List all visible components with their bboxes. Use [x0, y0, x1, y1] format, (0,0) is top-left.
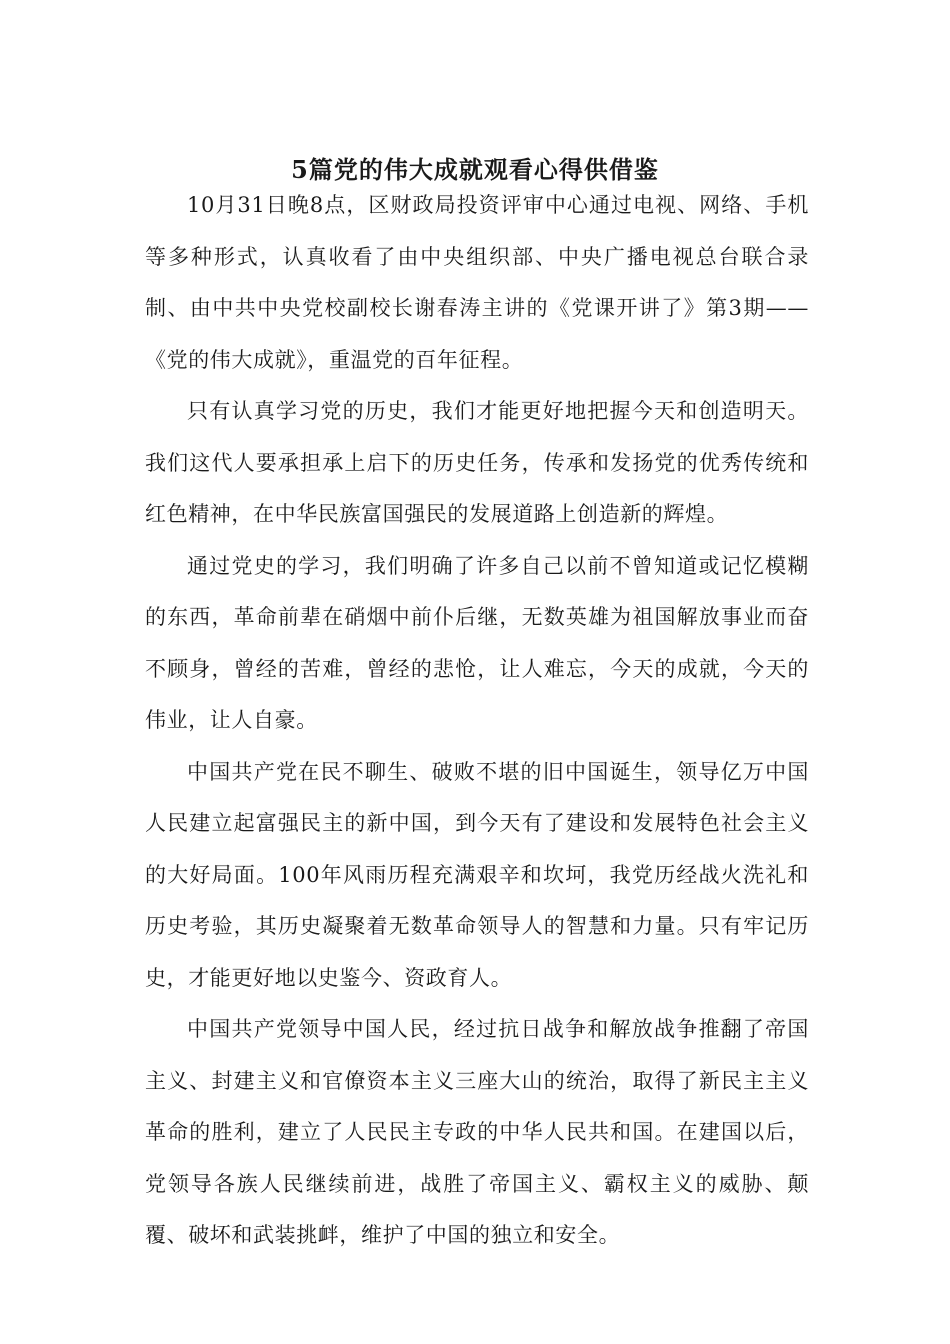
- paragraph: 10月31日晚8点，区财政局投资评审中心通过电视、网络、手机等多种形式，认真收看了由中央组织部、中央广播电视总台联合录制、由中共中央党校副校长谢春涛主讲的《党课开讲了》第3期——《党的伟大成就》，重温党的百年征程。: [145, 193, 809, 372]
- paragraph: 只有认真学习党的历史，我们才能更好地把握今天和创造明天。我们这代人要承担承上启下的历史任务，传承和发扬党的优秀传统和红色精神，在中华民族富国强民的发展道路上创造新的辉煌。: [145, 399, 809, 526]
- paragraph: 中国共产党领导中国人民，经过抗日战争和解放战争推翻了帝国主义、封建主义和官僚资本主义三座大山的统治，取得了新民主主义革命的胜利，建立了人民民主专政的中华人民共和国。在建国以后，党领导各族人民继续前进，战胜了帝国主义、霸权主义的威胁、颠覆、破坏和武装挑衅，维护了中国的独立和安全。: [145, 1017, 809, 1247]
- paragraph: 中国共产党在民不聊生、破败不堪的旧中国诞生，领导亿万中国人民建立起富强民主的新中国，到今天有了建设和发展特色社会主义的大好局面。100年风雨历程充满艰辛和坎坷，我党历经战火洗礼和历史考验，其历史凝聚着无数革命领导人的智慧和力量。只有牢记历史，才能更好地以史鉴今、资政育人。: [145, 759, 809, 990]
- document-title: 5篇党的伟大成就观看心得供借鉴: [291, 155, 659, 185]
- paragraph: 通过党史的学习，我们明确了许多自己以前不曾知道或记忆模糊的东西，革命前辈在硝烟中前仆后继，无数英雄为祖国解放事业而奋不顾身，曾经的苦难，曾经的悲怆，让人难忘，今天的成就，今天的伟业，让人自豪。: [145, 553, 809, 732]
- document-body: [145, 180, 809, 1262]
